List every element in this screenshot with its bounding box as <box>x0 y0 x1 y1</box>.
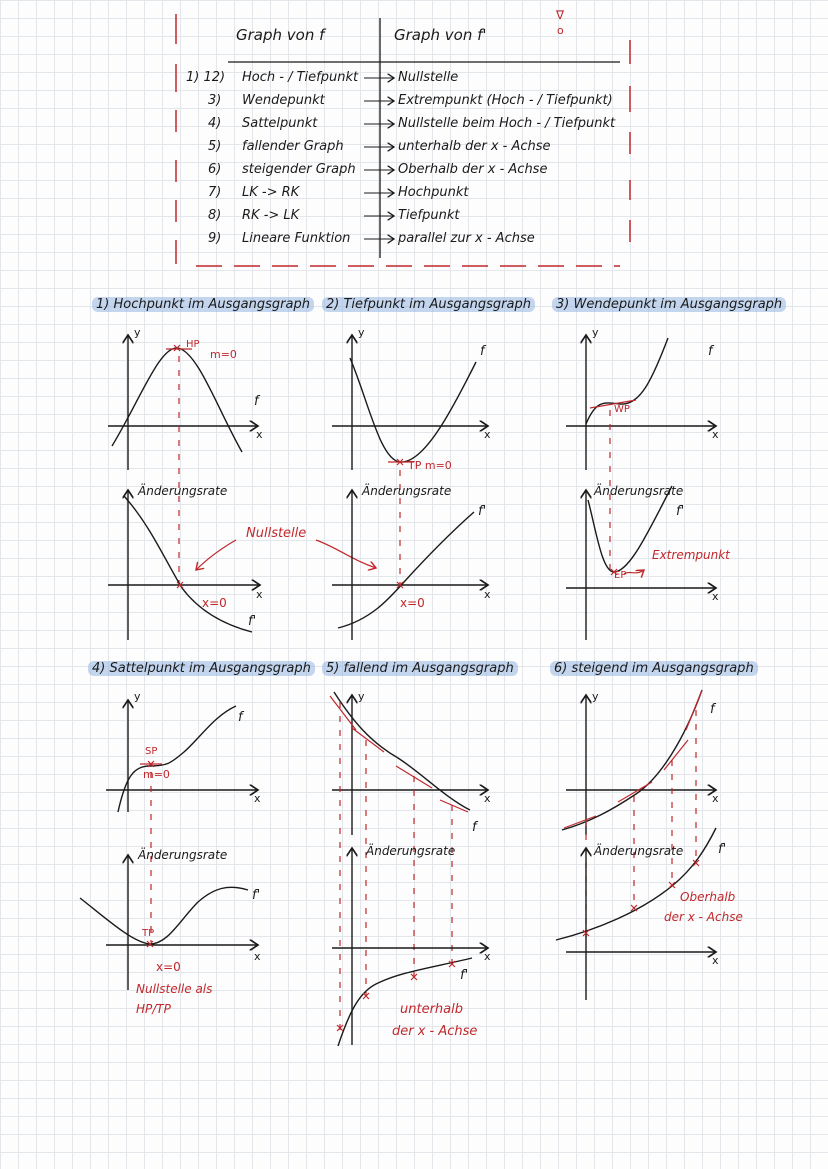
s5-f-curve <box>334 692 470 810</box>
s4-rate-label: Änderungsrate <box>138 848 228 862</box>
s3-wp-label: WP <box>614 404 630 415</box>
s4-x-label: x <box>254 792 261 805</box>
s5-x-label-2: x <box>484 950 491 963</box>
row-8-right: parallel zur x - Achse <box>398 231 535 246</box>
s6-y-label: y <box>592 690 599 703</box>
row-1-num: 1) 12) <box>186 70 226 85</box>
s2-zero-label: x=0 <box>400 596 425 610</box>
s2-f-label: f <box>480 344 485 359</box>
s4-tp-label: TP <box>142 928 155 939</box>
s2-rate-label: Änderungsrate <box>362 484 452 498</box>
s6-rate-label: Änderungsrate <box>594 844 684 858</box>
row-1-right: Nullstelle <box>398 70 459 85</box>
row-4-num: 5) <box>208 139 222 154</box>
s4-zero-label: x=0 <box>156 960 181 974</box>
row-6-left: LK -> RK <box>242 185 300 200</box>
row-2-right: Extrempunkt (Hoch - / Tiefpunkt) <box>398 93 613 108</box>
s6-note-1: Oberhalb <box>680 890 736 904</box>
s1-bottom-graph <box>108 490 260 640</box>
row-6-num: 7) <box>208 185 222 200</box>
s5-fprime-label: f' <box>460 968 469 983</box>
nullstelle-label: Nullstelle <box>246 526 307 541</box>
s1-y-label: y <box>134 326 141 339</box>
s5-note-2: der x - Achse <box>392 1024 478 1039</box>
row-1-left: Hoch - / Tiefpunkt <box>242 70 359 85</box>
s2-x-label-2: x <box>484 588 491 601</box>
s1-zero-label: x=0 <box>202 596 227 610</box>
header-col-fprime: Graph von f' <box>394 26 487 44</box>
s3-y-label: y <box>592 326 599 339</box>
row-8-left: Lineare Funktion <box>242 231 351 246</box>
s1-fprime-label: f' <box>248 614 257 629</box>
s3-x-label-2: x <box>712 590 719 603</box>
s4-x-label-2: x <box>254 950 261 963</box>
s3-fprime-label: f' <box>676 504 685 519</box>
s4-note-2: HP/TP <box>136 1002 171 1016</box>
s5-title: 5) fallend im Ausgangsgraph <box>322 661 518 676</box>
corner-mark-triangle: ∇ <box>556 8 565 22</box>
s4-title: 4) Sattelpunkt im Ausgangsgraph <box>88 661 315 676</box>
s2-x-label: x <box>484 428 491 441</box>
s4-top-graph <box>106 700 258 812</box>
s3-x-label: x <box>712 428 719 441</box>
s4-note-1: Nullstelle als <box>136 982 213 996</box>
s6-f-label: f <box>710 702 715 717</box>
s2-fprime-label: f' <box>478 504 487 519</box>
s1-f-curve <box>112 348 242 452</box>
s1-f-label: f <box>254 394 259 409</box>
s5-note-1: unterhalb <box>400 1002 463 1017</box>
s4-fprime-curve <box>80 887 248 944</box>
row-3-right: Nullstelle beim Hoch - / Tiefpunkt <box>398 116 616 131</box>
s2-f-curve <box>350 358 476 462</box>
row-5-left: steigender Graph <box>242 162 356 177</box>
s1-x-label-2: x <box>256 588 263 601</box>
s4-y-label: y <box>134 690 141 703</box>
row-3-left: Sattelpunkt <box>242 116 318 131</box>
s2-tp-label: TP m=0 <box>408 459 452 472</box>
header-col-f: Graph von f <box>236 26 325 44</box>
s4-sp-label: SP <box>145 746 158 757</box>
row-2-left: Wendepunkt <box>242 93 325 108</box>
s3-title: 3) Wendepunkt im Ausgangsgraph <box>552 297 786 312</box>
s3-rate-label: Änderungsrate <box>594 484 684 498</box>
s2-bottom-graph <box>332 490 488 640</box>
s1-rate-label: Änderungsrate <box>138 484 228 498</box>
s3-top-graph <box>566 335 716 470</box>
row-4-left: fallender Graph <box>242 139 344 154</box>
s6-fprime-label: f' <box>718 842 727 857</box>
s5-top-graph <box>332 692 488 835</box>
s5-f-label: f <box>472 820 477 835</box>
s5-x-label: x <box>484 792 491 805</box>
s1-fprime-curve <box>124 496 252 632</box>
corner-mark-circle: o <box>557 24 564 37</box>
row-8-num: 9) <box>208 231 222 246</box>
s4-f-label: f <box>238 710 243 725</box>
s3-bottom-graph <box>566 486 716 640</box>
s6-x-label-2: x <box>712 954 719 967</box>
row-5-num: 6) <box>208 162 222 177</box>
s5-y-label: y <box>358 690 365 703</box>
s1-hp-label: HP <box>186 339 200 350</box>
s2-y-label: y <box>358 326 365 339</box>
s6-x-label: x <box>712 792 719 805</box>
row-7-right: Tiefpunkt <box>398 208 460 223</box>
row-2-num: 3) <box>208 93 222 108</box>
s5-rate-label: Änderungsrate <box>366 844 456 858</box>
s6-note-2: der x - Achse <box>664 910 743 924</box>
s3-ep-label: EP <box>614 570 627 581</box>
table-arrows <box>364 78 394 239</box>
s4-fprime-label: f' <box>252 888 261 903</box>
s6-f-curve <box>562 690 702 830</box>
row-4-right: unterhalb der x - Achse <box>398 139 551 154</box>
row-6-right: Hochpunkt <box>398 185 469 200</box>
row-7-num: 8) <box>208 208 222 223</box>
s4-slope-label: m=0 <box>143 768 170 781</box>
s6-title: 6) steigend im Ausgangsgraph <box>550 661 758 676</box>
row-7-left: RK -> LK <box>242 208 300 223</box>
s2-fprime-curve <box>338 512 474 628</box>
s2-top-graph <box>332 335 488 470</box>
row-3-num: 4) <box>208 116 222 131</box>
s1-x-label: x <box>256 428 263 441</box>
s1-title: 1) Hochpunkt im Ausgangsgraph <box>92 297 314 312</box>
nullstelle-arrows <box>196 540 376 570</box>
s3-extrem-label: Extrempunkt <box>652 548 730 562</box>
s2-title: 2) Tiefpunkt im Ausgangsgraph <box>322 297 535 312</box>
s3-f-label: f <box>708 344 713 359</box>
s1-slope-label: m=0 <box>210 348 237 361</box>
row-5-right: Oberhalb der x - Achse <box>398 162 548 177</box>
s4-f-curve <box>118 706 236 812</box>
